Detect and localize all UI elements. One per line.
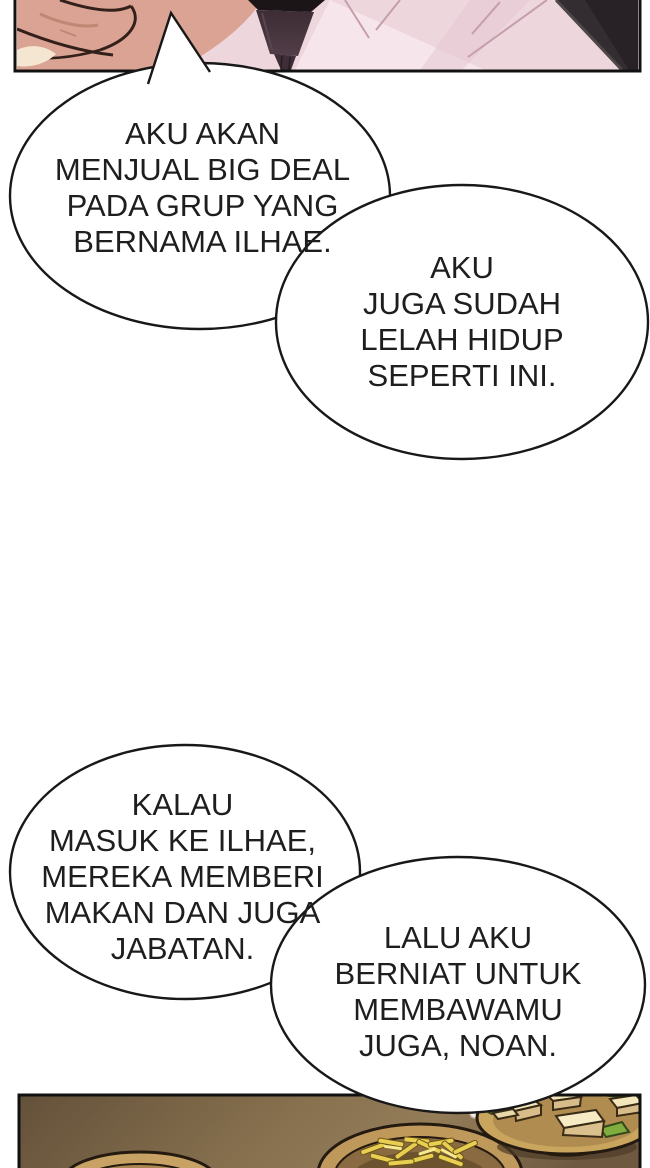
speech-line: MEREKA MEMBERI [41,859,324,894]
speech-line: JABATAN. [110,931,255,966]
speech-bubble-1-text [20,116,385,260]
speech-line: MAKAN DAN JUGA [44,895,321,930]
speech-line: JUGA, NOAN. [358,1028,558,1063]
speech-line: MASUK KE ILHAE, [48,823,317,858]
speech-bubble-4-text [280,920,636,1064]
speech-bubble-2-text [276,250,648,394]
speech-line: BERNIAT UNTUK [334,956,582,991]
speech-line: SEPERTI INI. [367,358,557,393]
speech-line: JUGA SUDAH [362,286,562,321]
speech-line: BERNAMA ILHAE. [73,224,332,259]
speech-line: MEMBAWAMU [353,992,563,1027]
speech-line: MENJUAL BIG DEAL [54,152,351,187]
speech-line: LELAH HIDUP [360,322,564,357]
speech-line: KALAU [131,787,234,822]
speech-line: AKU [430,250,494,285]
speech-line: LALU AKU [383,920,533,955]
speech-line: PADA GRUP YANG [66,188,339,223]
speech-line: AKU AKAN [124,116,281,151]
top-panel-image [15,0,640,71]
